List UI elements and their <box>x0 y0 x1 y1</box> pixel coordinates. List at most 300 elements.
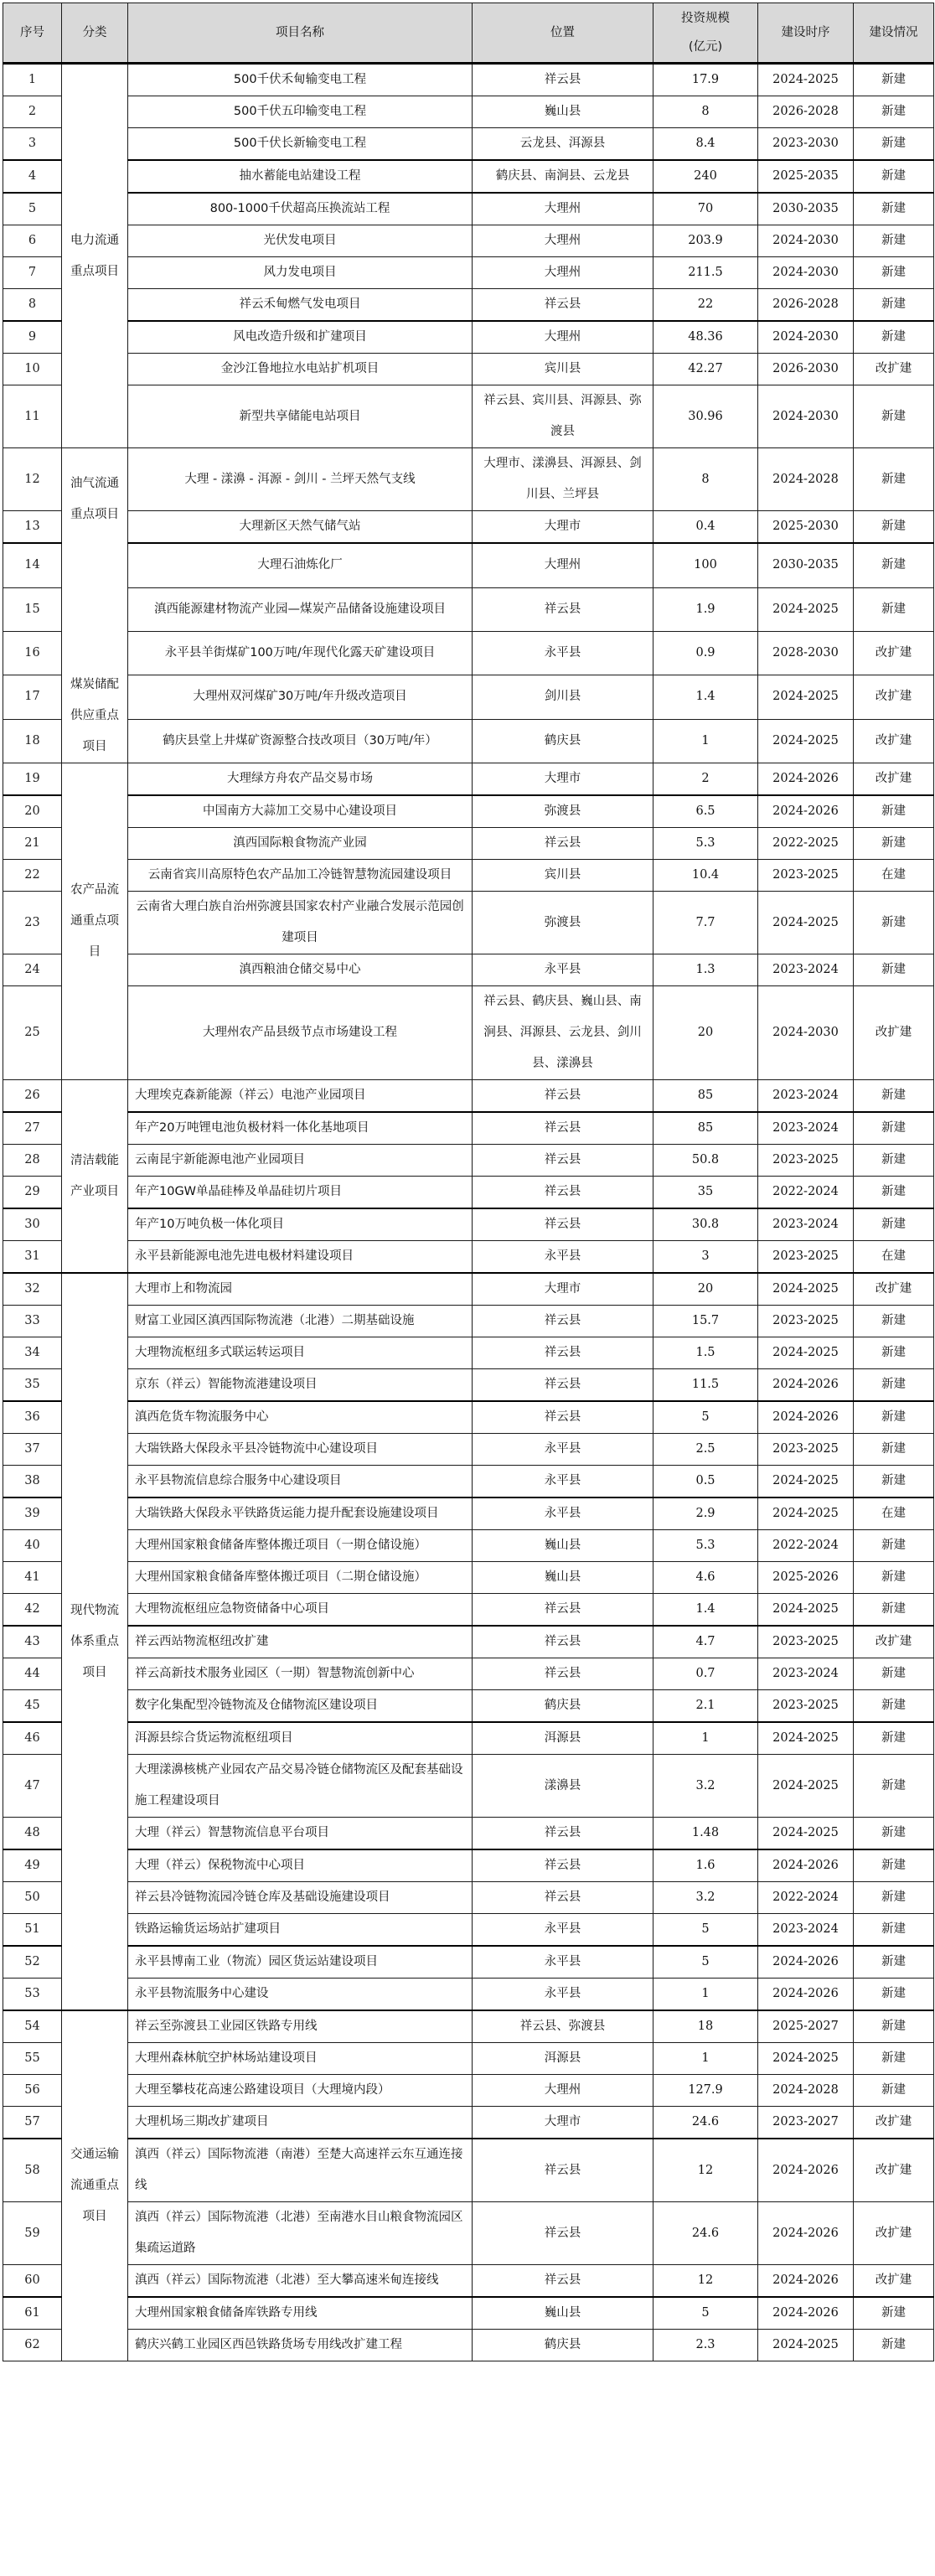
project-table-container <box>3 3 934 2361</box>
project-name: 大理州农产品县级节点市场建设工程 <box>128 986 473 1080</box>
table-row <box>3 1722 934 1755</box>
construction-period: 2023-2024 <box>758 954 854 986</box>
row-index: 38 <box>3 1466 62 1498</box>
construction-period: 2023-2025 <box>758 1241 854 1274</box>
row-index: 52 <box>3 1946 62 1979</box>
table-row <box>3 828 934 860</box>
construction-period: 2024-2025 <box>758 719 854 763</box>
table-row <box>3 511 934 544</box>
project-name: 大理州国家粮食储备库整体搬迁项目（一期仓储设施） <box>128 1530 473 1562</box>
investment-amount: 10.4 <box>653 860 758 892</box>
row-index: 40 <box>3 1530 62 1562</box>
construction-status: 改扩建 <box>854 1273 934 1306</box>
investment-amount: 18 <box>653 2010 758 2043</box>
project-location: 祥云县 <box>473 1145 653 1177</box>
construction-period: 2023-2024 <box>758 1112 854 1145</box>
construction-status: 新建 <box>854 1562 934 1594</box>
construction-status: 新建 <box>854 1337 934 1369</box>
project-location: 祥云县 <box>473 2202 653 2265</box>
construction-status: 改扩建 <box>854 2107 934 2139</box>
investment-amount: 24.6 <box>653 2202 758 2265</box>
project-location: 祥云县 <box>473 1208 653 1241</box>
construction-status: 新建 <box>854 1818 934 1850</box>
construction-period: 2025-2027 <box>758 2010 854 2043</box>
investment-amount: 5 <box>653 1946 758 1979</box>
investment-amount: 5 <box>653 1401 758 1434</box>
project-name: 滇西能源建材物流产业园—煤炭产品储备设施建设项目 <box>128 587 473 631</box>
construction-status: 新建 <box>854 2010 934 2043</box>
table-row <box>3 128 934 161</box>
construction-period: 2025-2030 <box>758 511 854 544</box>
project-location: 鹤庆县、南涧县、云龙县 <box>473 160 653 193</box>
table-row <box>3 1946 934 1979</box>
category-cell: 油气流通重点项目 <box>62 448 128 544</box>
table-row <box>3 2297 934 2330</box>
project-location: 宾川县 <box>473 860 653 892</box>
construction-period: 2024-2028 <box>758 2075 854 2107</box>
investment-amount: 22 <box>653 289 758 322</box>
project-name: 大理州森林航空护林场站建设项目 <box>128 2043 473 2075</box>
header-category: 分类 <box>62 3 128 64</box>
construction-period: 2026-2028 <box>758 289 854 322</box>
header-investment <box>653 3 758 64</box>
table-row <box>3 2330 934 2361</box>
project-name: 金沙江鲁地拉水电站扩机项目 <box>128 354 473 385</box>
row-index: 22 <box>3 860 62 892</box>
construction-period: 2024-2030 <box>758 986 854 1080</box>
table-row <box>3 448 934 511</box>
project-location: 鹤庆县 <box>473 2330 653 2361</box>
row-index: 41 <box>3 1562 62 1594</box>
project-location: 永平县 <box>473 631 653 675</box>
construction-status: 新建 <box>854 2043 934 2075</box>
construction-period: 2030-2035 <box>758 193 854 225</box>
construction-period: 2023-2025 <box>758 1626 854 1658</box>
project-name: 滇西（祥云）国际物流港（北港）至大攀高速米甸连接线 <box>128 2265 473 2298</box>
row-index: 61 <box>3 2297 62 2330</box>
construction-status: 在建 <box>854 1497 934 1530</box>
investment-amount: 17.9 <box>653 64 758 96</box>
construction-status: 新建 <box>854 257 934 289</box>
table-row <box>3 2075 934 2107</box>
investment-amount: 70 <box>653 193 758 225</box>
project-location: 弥渡县 <box>473 795 653 828</box>
investment-amount: 1 <box>653 1722 758 1755</box>
construction-status: 在建 <box>854 860 934 892</box>
table-row <box>3 2202 934 2265</box>
row-index: 18 <box>3 719 62 763</box>
investment-amount: 2.9 <box>653 1497 758 1530</box>
row-index: 50 <box>3 1882 62 1914</box>
investment-amount: 11.5 <box>653 1369 758 1402</box>
construction-status: 新建 <box>854 1755 934 1818</box>
row-index: 48 <box>3 1818 62 1850</box>
construction-status: 改扩建 <box>854 631 934 675</box>
category-cell: 现代物流体系重点项目 <box>62 1273 128 2010</box>
table-row <box>3 257 934 289</box>
row-index: 24 <box>3 954 62 986</box>
project-location: 祥云县、鹤庆县、巍山县、南涧县、洱源县、云龙县、剑川县、漾濞县 <box>473 986 653 1080</box>
project-name: 洱源县综合货运物流枢纽项目 <box>128 1722 473 1755</box>
row-index: 2 <box>3 96 62 128</box>
project-location: 巍山县 <box>473 1562 653 1594</box>
project-location: 大理州 <box>473 2075 653 2107</box>
project-name: 新型共享储能电站项目 <box>128 385 473 448</box>
project-name: 永平县物流信息综合服务中心建设项目 <box>128 1466 473 1498</box>
investment-amount: 2.1 <box>653 1690 758 1723</box>
construction-period: 2024-2025 <box>758 587 854 631</box>
construction-status: 新建 <box>854 828 934 860</box>
construction-status: 新建 <box>854 1979 934 2011</box>
project-location: 永平县 <box>473 1914 653 1947</box>
construction-status: 新建 <box>854 2330 934 2361</box>
project-location: 祥云县 <box>473 1112 653 1145</box>
construction-period: 2025-2035 <box>758 160 854 193</box>
project-location: 大理州 <box>473 543 653 587</box>
construction-period: 2024-2025 <box>758 1818 854 1850</box>
project-location: 巍山县 <box>473 2297 653 2330</box>
project-location: 祥云县 <box>473 1818 653 1850</box>
row-index: 34 <box>3 1337 62 1369</box>
row-index: 55 <box>3 2043 62 2075</box>
project-location: 祥云县 <box>473 64 653 96</box>
table-row <box>3 193 934 225</box>
table-row <box>3 1369 934 1402</box>
table-row <box>3 1658 934 1690</box>
table-row <box>3 1594 934 1627</box>
category-cell: 清洁载能产业项目 <box>62 1080 128 1274</box>
row-index: 19 <box>3 763 62 796</box>
construction-status: 改扩建 <box>854 2202 934 2265</box>
project-location: 祥云县 <box>473 1658 653 1690</box>
project-location: 祥云县 <box>473 1626 653 1658</box>
project-location: 剑川县 <box>473 675 653 719</box>
construction-period: 2023-2025 <box>758 860 854 892</box>
investment-amount: 3 <box>653 1241 758 1274</box>
category-cell: 煤炭储配供应重点项目 <box>62 543 128 763</box>
construction-period: 2024-2026 <box>758 2202 854 2265</box>
table-row <box>3 289 934 322</box>
project-name: 大理机场三期改扩建项目 <box>128 2107 473 2139</box>
investment-amount: 85 <box>653 1080 758 1113</box>
project-name: 鹤庆兴鹤工业园区西邑铁路货场专用线改扩建工程 <box>128 2330 473 2361</box>
construction-status: 新建 <box>854 321 934 354</box>
construction-status: 新建 <box>854 1177 934 1209</box>
construction-status: 新建 <box>854 795 934 828</box>
table-row <box>3 354 934 385</box>
category-cell: 农产品流通重点项目 <box>62 763 128 1080</box>
investment-amount: 5.3 <box>653 1530 758 1562</box>
table-row <box>3 892 934 954</box>
construction-status: 新建 <box>854 587 934 631</box>
construction-period: 2024-2026 <box>758 2139 854 2202</box>
construction-status: 新建 <box>854 1946 934 1979</box>
investment-amount: 1 <box>653 1979 758 2011</box>
investment-amount: 1.9 <box>653 587 758 631</box>
construction-period: 2024-2025 <box>758 1755 854 1818</box>
construction-period: 2023-2027 <box>758 2107 854 2139</box>
header-investment-line1: 投资规模 <box>681 12 730 25</box>
table-header-row <box>3 3 934 64</box>
construction-period: 2024-2025 <box>758 2043 854 2075</box>
project-name: 风力发电项目 <box>128 257 473 289</box>
project-location: 漾濞县 <box>473 1755 653 1818</box>
table-row <box>3 543 934 587</box>
row-index: 4 <box>3 160 62 193</box>
construction-status: 新建 <box>854 225 934 257</box>
row-index: 57 <box>3 2107 62 2139</box>
project-name: 祥云县冷链物流园冷链仓库及基础设施建设项目 <box>128 1882 473 1914</box>
project-name: 祥云西站物流枢纽改扩建 <box>128 1626 473 1658</box>
construction-period: 2023-2024 <box>758 1914 854 1947</box>
construction-period: 2023-2025 <box>758 1434 854 1466</box>
project-name: 大理埃克森新能源（祥云）电池产业园项目 <box>128 1080 473 1113</box>
construction-status: 新建 <box>854 128 934 161</box>
table-row <box>3 2043 934 2075</box>
table-row <box>3 64 934 96</box>
construction-status: 改扩建 <box>854 354 934 385</box>
header-period: 建设时序 <box>758 3 854 64</box>
table-row <box>3 1849 934 1882</box>
table-row <box>3 1626 934 1658</box>
row-index: 26 <box>3 1080 62 1113</box>
table-row <box>3 986 934 1080</box>
construction-status: 新建 <box>854 1306 934 1337</box>
investment-amount: 3.2 <box>653 1755 758 1818</box>
table-row <box>3 2139 934 2202</box>
project-name: 云南昆宇新能源电池产业园项目 <box>128 1145 473 1177</box>
investment-amount: 1.4 <box>653 675 758 719</box>
row-index: 32 <box>3 1273 62 1306</box>
construction-status: 新建 <box>854 2075 934 2107</box>
investment-amount: 8 <box>653 96 758 128</box>
header-idx: 序号 <box>3 3 62 64</box>
table-row <box>3 160 934 193</box>
row-index: 46 <box>3 1722 62 1755</box>
project-name: 铁路运输货运场站扩建项目 <box>128 1914 473 1947</box>
project-location: 永平县 <box>473 1979 653 2011</box>
investment-amount: 30.96 <box>653 385 758 448</box>
construction-period: 2023-2024 <box>758 1208 854 1241</box>
project-location: 云龙县、洱源县 <box>473 128 653 161</box>
investment-amount: 203.9 <box>653 225 758 257</box>
project-name: 滇西（祥云）国际物流港（北港）至南港水目山粮食物流园区集疏运道路 <box>128 2202 473 2265</box>
investment-amount: 6.5 <box>653 795 758 828</box>
project-location: 祥云县 <box>473 289 653 322</box>
construction-status: 新建 <box>854 1080 934 1113</box>
construction-period: 2023-2024 <box>758 1658 854 1690</box>
row-index: 54 <box>3 2010 62 2043</box>
construction-period: 2030-2035 <box>758 543 854 587</box>
table-row <box>3 1145 934 1177</box>
construction-status: 新建 <box>854 1145 934 1177</box>
row-index: 23 <box>3 892 62 954</box>
header-status: 建设情况 <box>854 3 934 64</box>
table-row <box>3 1818 934 1850</box>
construction-status: 新建 <box>854 96 934 128</box>
table-row <box>3 2107 934 2139</box>
table-row <box>3 763 934 796</box>
investment-amount: 20 <box>653 1273 758 1306</box>
project-name: 滇西粮油仓储交易中心 <box>128 954 473 986</box>
investment-amount: 1.5 <box>653 1337 758 1369</box>
construction-status: 新建 <box>854 954 934 986</box>
construction-status: 改扩建 <box>854 675 934 719</box>
table-row <box>3 1690 934 1723</box>
construction-period: 2024-2025 <box>758 892 854 954</box>
project-name: 大理州国家粮食储备库铁路专用线 <box>128 2297 473 2330</box>
construction-status: 新建 <box>854 1882 934 1914</box>
construction-status: 新建 <box>854 1594 934 1627</box>
construction-status: 新建 <box>854 1658 934 1690</box>
construction-status: 新建 <box>854 1401 934 1434</box>
row-index: 43 <box>3 1626 62 1658</box>
project-location: 祥云县 <box>473 1594 653 1627</box>
table-row <box>3 1337 934 1369</box>
row-index: 12 <box>3 448 62 511</box>
table-row <box>3 675 934 719</box>
investment-amount: 100 <box>653 543 758 587</box>
project-name: 年产10GW单晶硅棒及单晶硅切片项目 <box>128 1177 473 1209</box>
project-name: 大瑞铁路大保段永平铁路货运能力提升配套设施建设项目 <box>128 1497 473 1530</box>
project-name: 数字化集配型冷链物流及仓储物流区建设项目 <box>128 1690 473 1723</box>
project-location: 祥云县 <box>473 1882 653 1914</box>
construction-period: 2028-2030 <box>758 631 854 675</box>
construction-period: 2024-2026 <box>758 763 854 796</box>
row-index: 42 <box>3 1594 62 1627</box>
investment-amount: 2.5 <box>653 1434 758 1466</box>
project-name: 滇西国际粮食物流产业园 <box>128 828 473 860</box>
project-name: 大理物流枢纽应急物资储备中心项目 <box>128 1594 473 1627</box>
construction-status: 新建 <box>854 2297 934 2330</box>
investment-amount: 20 <box>653 986 758 1080</box>
project-location: 弥渡县 <box>473 892 653 954</box>
table-row <box>3 719 934 763</box>
project-name: 永平县博南工业（物流）园区货运站建设项目 <box>128 1946 473 1979</box>
table-row <box>3 1177 934 1209</box>
investment-amount: 42.27 <box>653 354 758 385</box>
project-name: 500千伏长新输变电工程 <box>128 128 473 161</box>
project-name: 财富工业园区滇西国际物流港（北港）二期基础设施 <box>128 1306 473 1337</box>
construction-period: 2023-2025 <box>758 1306 854 1337</box>
project-location: 永平县 <box>473 1241 653 1274</box>
investment-amount: 50.8 <box>653 1145 758 1177</box>
project-name: 大理州国家粮食储备库整体搬迁项目（二期仓储设施） <box>128 1562 473 1594</box>
project-name: 鹤庆县堂上井煤矿资源整合技改项目（30万吨/年） <box>128 719 473 763</box>
table-row <box>3 1434 934 1466</box>
project-name: 永平县羊街煤矿100万吨/年现代化露天矿建设项目 <box>128 631 473 675</box>
construction-status: 新建 <box>854 1208 934 1241</box>
project-location: 祥云县 <box>473 2265 653 2298</box>
row-index: 27 <box>3 1112 62 1145</box>
construction-status: 新建 <box>854 160 934 193</box>
project-location: 大理州 <box>473 321 653 354</box>
project-location: 永平县 <box>473 1434 653 1466</box>
row-index: 51 <box>3 1914 62 1947</box>
table-row <box>3 1530 934 1562</box>
row-index: 60 <box>3 2265 62 2298</box>
project-location: 祥云县、宾川县、洱源县、弥渡县 <box>473 385 653 448</box>
investment-amount: 5 <box>653 1914 758 1947</box>
row-index: 44 <box>3 1658 62 1690</box>
project-location: 大理州 <box>473 193 653 225</box>
investment-amount: 1.48 <box>653 1818 758 1850</box>
project-location: 大理市 <box>473 511 653 544</box>
table-row <box>3 1562 934 1594</box>
row-index: 56 <box>3 2075 62 2107</box>
construction-period: 2024-2025 <box>758 1337 854 1369</box>
table-row <box>3 1979 934 2011</box>
table-row <box>3 2265 934 2298</box>
project-location: 大理市 <box>473 763 653 796</box>
project-name: 500千伏禾甸输变电工程 <box>128 64 473 96</box>
project-name: 祥云至弥渡县工业园区铁路专用线 <box>128 2010 473 2043</box>
construction-period: 2024-2025 <box>758 1497 854 1530</box>
table-row <box>3 860 934 892</box>
investment-amount: 240 <box>653 160 758 193</box>
construction-period: 2022-2025 <box>758 828 854 860</box>
project-name: 大理市上和物流园 <box>128 1273 473 1306</box>
construction-period: 2022-2024 <box>758 1882 854 1914</box>
investment-amount: 2 <box>653 763 758 796</box>
row-index: 7 <box>3 257 62 289</box>
table-row <box>3 1466 934 1498</box>
row-index: 5 <box>3 193 62 225</box>
table-row <box>3 1914 934 1947</box>
project-name: 大理至攀枝花高速公路建设项目（大理境内段） <box>128 2075 473 2107</box>
project-location: 洱源县 <box>473 1722 653 1755</box>
project-location: 鹤庆县 <box>473 719 653 763</box>
row-index: 58 <box>3 2139 62 2202</box>
row-index: 6 <box>3 225 62 257</box>
table-row <box>3 2010 934 2043</box>
row-index: 30 <box>3 1208 62 1241</box>
investment-amount: 3.2 <box>653 1882 758 1914</box>
construction-period: 2024-2030 <box>758 257 854 289</box>
project-name: 大理石油炼化厂 <box>128 543 473 587</box>
project-name: 大理（祥云）智慧物流信息平台项目 <box>128 1818 473 1850</box>
construction-status: 新建 <box>854 1690 934 1723</box>
header-name: 项目名称 <box>128 3 473 64</box>
construction-period: 2022-2024 <box>758 1177 854 1209</box>
investment-amount: 8.4 <box>653 128 758 161</box>
table-row <box>3 1208 934 1241</box>
project-location: 巍山县 <box>473 96 653 128</box>
investment-amount: 1 <box>653 2043 758 2075</box>
construction-period: 2023-2025 <box>758 1145 854 1177</box>
row-index: 8 <box>3 289 62 322</box>
row-index: 45 <box>3 1690 62 1723</box>
construction-status: 改扩建 <box>854 719 934 763</box>
project-name: 永平县物流服务中心建设 <box>128 1979 473 2011</box>
construction-period: 2024-2026 <box>758 1849 854 1882</box>
row-index: 59 <box>3 2202 62 2265</box>
construction-status: 改扩建 <box>854 1626 934 1658</box>
investment-amount: 1.3 <box>653 954 758 986</box>
construction-period: 2025-2026 <box>758 1562 854 1594</box>
construction-status: 新建 <box>854 1530 934 1562</box>
investment-amount: 8 <box>653 448 758 511</box>
table-row <box>3 795 934 828</box>
table-row <box>3 1080 934 1113</box>
construction-period: 2024-2025 <box>758 675 854 719</box>
project-location: 鹤庆县 <box>473 1690 653 1723</box>
row-index: 39 <box>3 1497 62 1530</box>
investment-amount: 15.7 <box>653 1306 758 1337</box>
row-index: 1 <box>3 64 62 96</box>
investment-amount: 1.4 <box>653 1594 758 1627</box>
table-body <box>3 64 934 2361</box>
